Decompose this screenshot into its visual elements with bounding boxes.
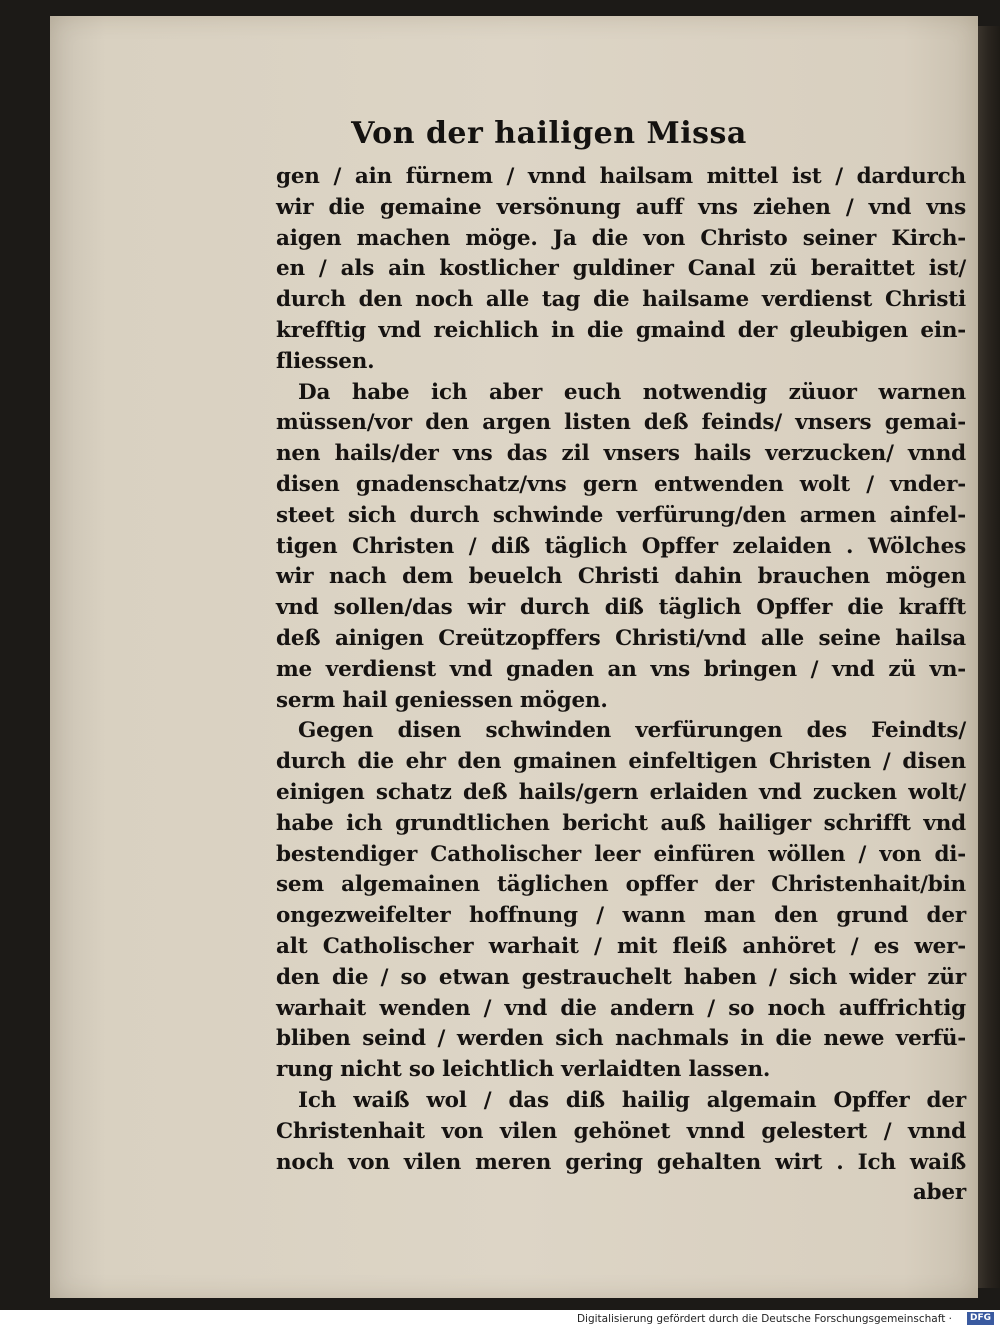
- text-line: durch den noch alle tag die hailsame verdienst Christi: [276, 287, 966, 313]
- text-line: alt Catholischer warhait / mit fleiß anhöret / es wer-: [276, 933, 966, 959]
- text-line: fliessen.: [276, 348, 375, 374]
- funding-credit: Digitalisierung gefördert durch die Deutsche Forschungsgemeinschaft ·: [576, 1313, 952, 1325]
- text-line: aber: [912, 1180, 966, 1206]
- text-line: durch die ehr den gmainen einfeltigen Christen / disen: [276, 749, 966, 775]
- text-line: wir nach dem beuelch Christi dahin brauchen mögen: [276, 564, 966, 590]
- text-line: Christenhait von vilen gehönet vnnd gelestert / vnnd: [276, 1118, 966, 1144]
- text-line: warhait wenden / vnd die andern / so noch auffrichtig: [276, 995, 966, 1021]
- text-line: deß ainigen Creützopffers Christi/vnd alle seine hailsa: [276, 625, 966, 651]
- text-line: bestendiger Catholischer leer einfüren wöllen / von di-: [276, 841, 966, 867]
- text-line: ongezweifelter hoffnung / wann man den grund der: [276, 903, 966, 929]
- text-line: tigen Christen / diß täglich Opffer zelaiden . Wölches: [276, 533, 966, 559]
- footer-bar: [0, 1310, 1000, 1328]
- text-line: Gegen disen schwinden verfürungen des Feindts/: [298, 718, 966, 744]
- text-line: müssen/vor den argen listen deß feinds/ vnsers gemai-: [276, 410, 966, 436]
- text-line: gen / ain fürnem / vnnd hailsam mittel ist / dardurch: [276, 164, 966, 189]
- text-line: rung nicht so leichtlich verlaidten lassen.: [276, 1057, 771, 1083]
- text-line: habe ich grundtlichen bericht auß hailiger schrifft vnd: [276, 810, 966, 836]
- text-line: en / als ain kostlicher guldiner Canal zü beraittet ist/: [276, 256, 966, 282]
- text-line: den die / so etwan gestrauchelt haben / sich wider zür: [276, 964, 966, 990]
- book-page: [50, 16, 978, 1298]
- text-line: wir die gemaine versönung auff vns ziehen / vnd vns: [276, 194, 966, 220]
- text-line: Ich waiß wol / das diß hailig algemain Opffer der: [298, 1087, 966, 1113]
- text-line: disen gnadenschatz/vns gern entwenden wolt / vnder-: [276, 471, 966, 497]
- text-line: serm hail geniessen mögen.: [276, 687, 608, 713]
- text-line: noch von vilen meren gering gehalten wirt . Ich waiß: [276, 1149, 966, 1175]
- text-line: vnd sollen/das wir durch diß täglich Opffer die krafft: [276, 595, 966, 621]
- text-line: krefftig vnd reichlich in die gmaind der gleubigen ein-: [276, 317, 966, 343]
- text-line: sem algemainen täglichen opffer der Christenhait/bin: [276, 872, 966, 898]
- page-heading: Von der hailigen Missa: [351, 116, 747, 151]
- dfg-logo: DFG: [967, 1312, 994, 1325]
- text-line: steet sich durch schwinde verfürung/den armen ainfel-: [276, 502, 966, 528]
- text-line: Da habe ich aber euch notwendig züuor warnen: [298, 379, 966, 405]
- text-line: aigen machen möge. Ja die von Christo seiner Kirch-: [276, 225, 966, 251]
- text-line: nen hails/der vns das zil vnsers hails verzucken/ vnnd: [276, 441, 966, 467]
- body-text: [276, 162, 966, 1209]
- text-line: einigen schatz deß hails/gern erlaiden vnd zucken wolt/: [276, 779, 966, 805]
- text-line: bliben seind / werden sich nachmals in die newe verfü-: [276, 1026, 966, 1052]
- text-line: me verdienst vnd gnaden an vns bringen / vnd zü vn-: [276, 656, 966, 682]
